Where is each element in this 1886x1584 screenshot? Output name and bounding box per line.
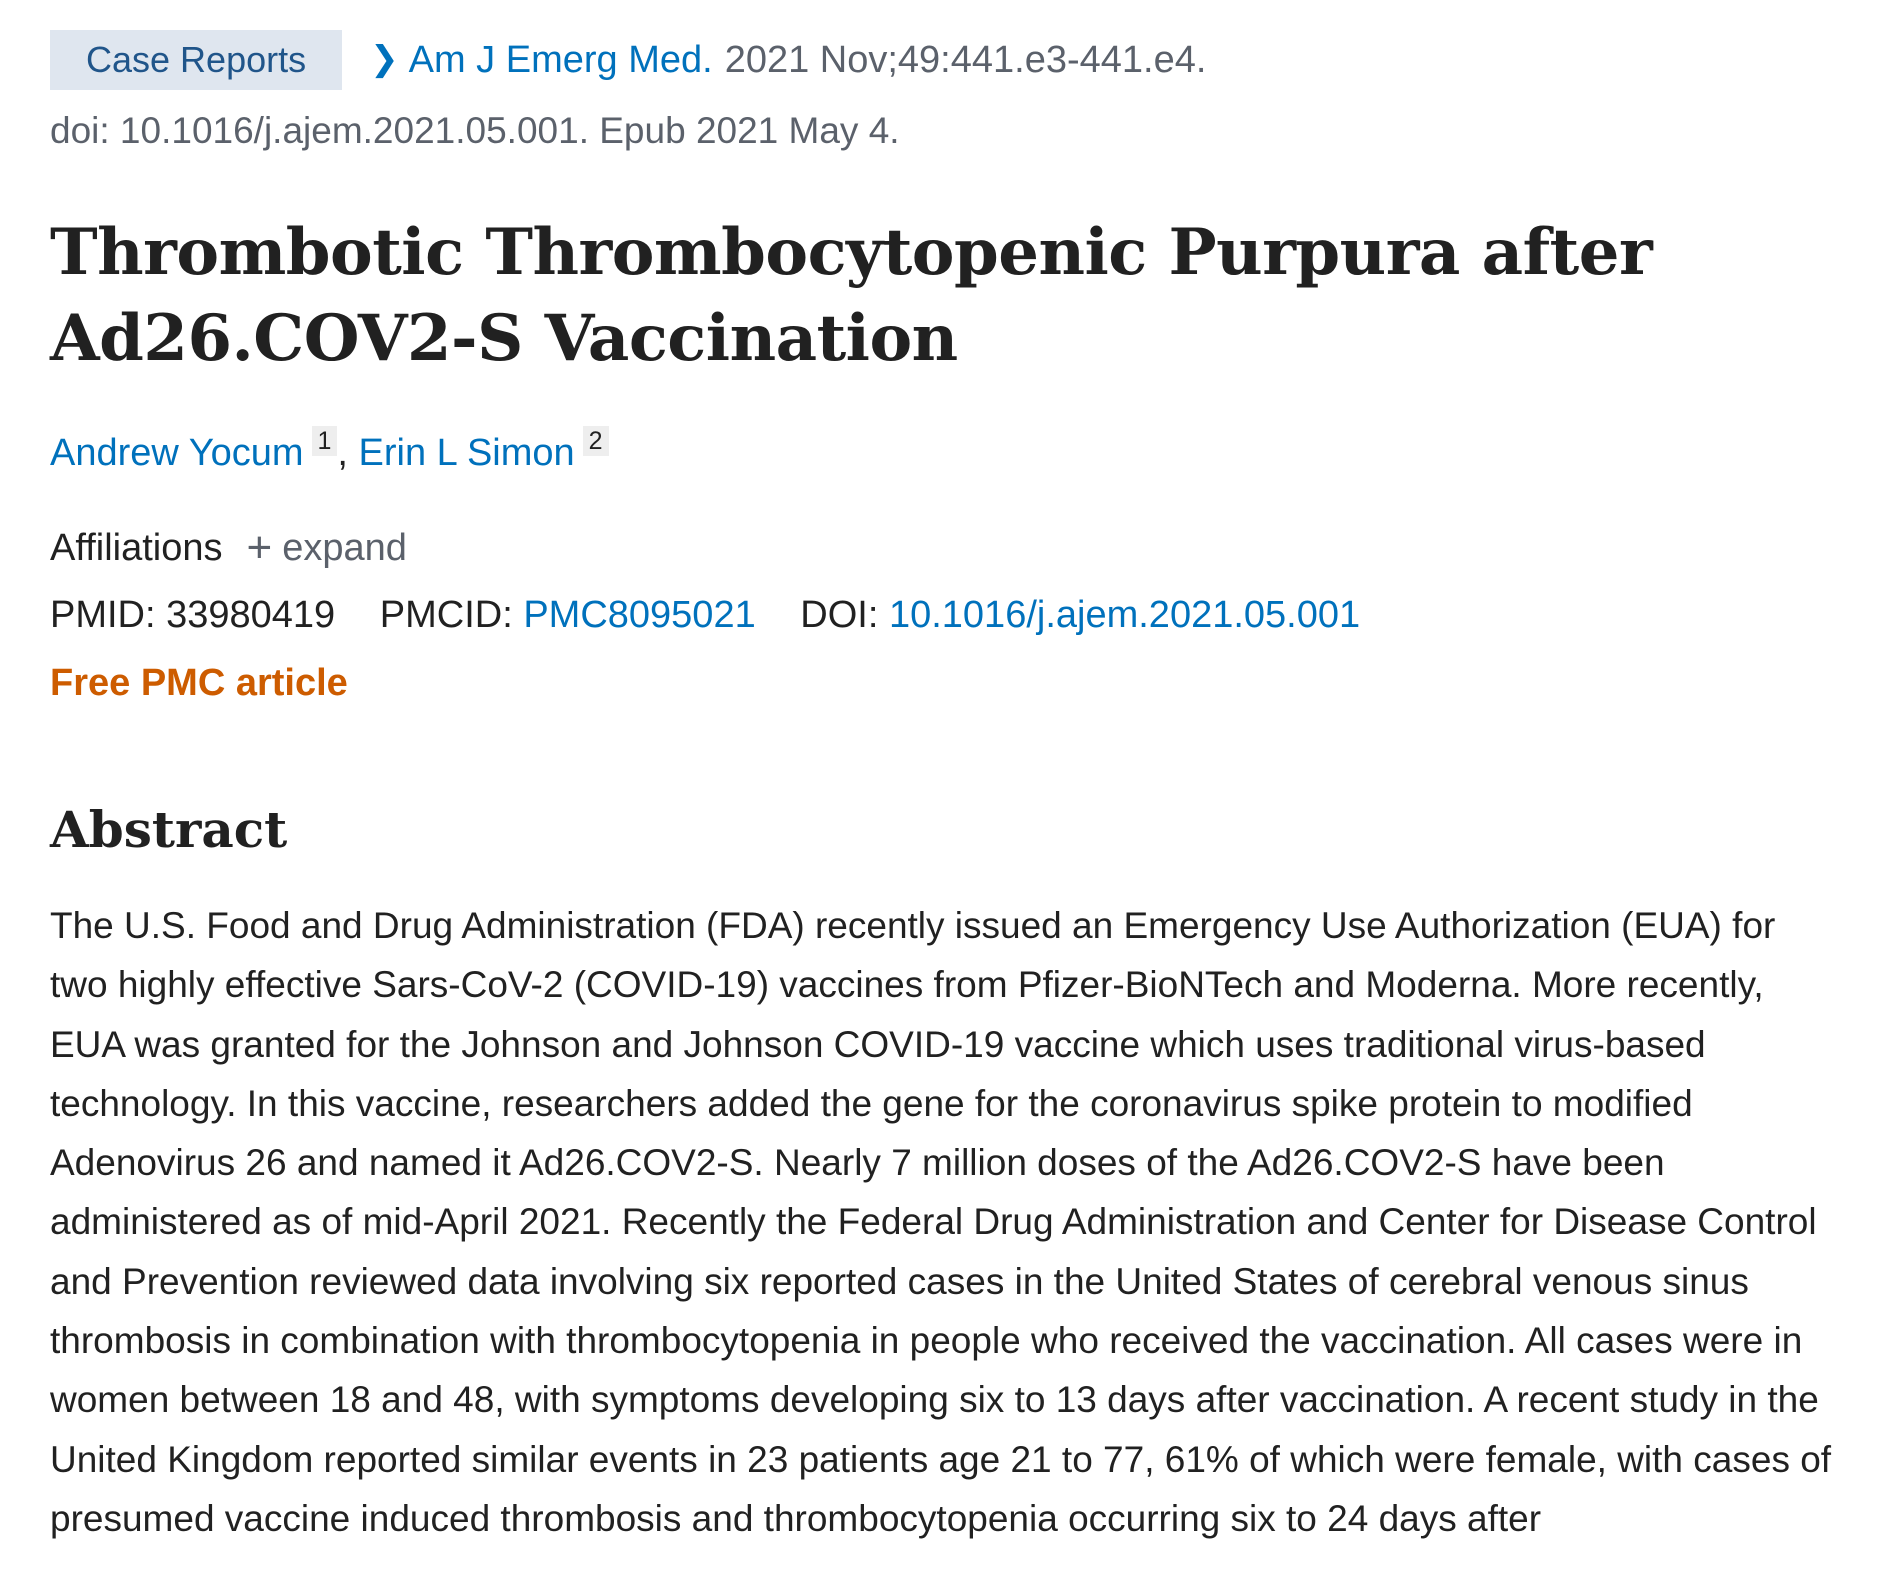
author-list [50,427,609,475]
publication-type-badge[interactable]: Case Reports [50,30,342,90]
abstract-heading: Abstract [50,800,288,859]
affiliations-label: Affiliations [50,526,223,569]
author-link[interactable]: Andrew Yocum [50,432,304,474]
pmid-value: 33980419 [166,594,336,636]
affiliations-row [50,523,407,572]
author-link[interactable]: Erin L Simon [358,432,575,474]
doi-label: DOI: [800,594,879,636]
citation-details: 2021 Nov;49:441.e3-441.e4. [724,38,1207,81]
journal-link[interactable]: Am J Emerg Med. [408,38,713,81]
expand-label: expand [282,526,407,569]
pmcid-label: PMCID: [379,594,513,636]
doi-epub-line: doi: 10.1016/j.ajem.2021.05.001. Epub 2021 May 4. [50,110,900,151]
citation-header [50,30,1206,90]
plus-icon: + [246,523,273,572]
affiliation-number[interactable]: 1 [312,426,338,456]
author-separator: , [337,432,359,474]
pmcid-link[interactable]: PMC8095021 [523,594,756,636]
free-pmc-article-link[interactable]: Free PMC article [50,662,348,704]
expand-affiliations-button[interactable] [246,523,407,572]
abstract-text: The U.S. Food and Drug Administration (FDA) recently issued an Emergency Use Authorization (EUA) for two highly effective Sars-CoV-2 (COVID-19) vaccines from Pfizer-BioNTech and Moderna. More recently, EUA was granted for the Johnson and Johnson COVID-19 vaccine which uses traditional virus-based technology. In this vaccine, researchers added the gene for the coronavirus spike protein to modified Adenovirus 26 and named it Ad26.COV2-S. Nearly 7 million doses of the Ad26.COV2-S have been administered as of mid-April 2021. Recently the Federal Drug Administration and Center for Disease Control and Prevention reviewed data involving six reported cases in the United States of cerebral venous sinus thrombosis in combination with thrombocytopenia in people who received the vaccination. All cases were in women between 18 and 48, with symptoms developing six to 13 days after vaccination. A recent study in the United Kingdom reported similar events in 23 patients age 21 to 77, 61% of which were female, with cases of presumed vaccine induced thrombosis and thrombocytopenia occurring six to 24 days after [50,905,1832,1539]
identifiers-row [50,594,1360,637]
article-title: Thrombotic Thrombocytopenic Purpura after Ad26.COV2-S Vaccination [50,215,1653,376]
pmid-label: PMID: [50,594,156,636]
affiliation-number[interactable]: 2 [583,426,609,456]
chevron-right-icon: ❯ [370,40,399,78]
doi-link[interactable]: 10.1016/j.ajem.2021.05.001 [888,594,1361,636]
